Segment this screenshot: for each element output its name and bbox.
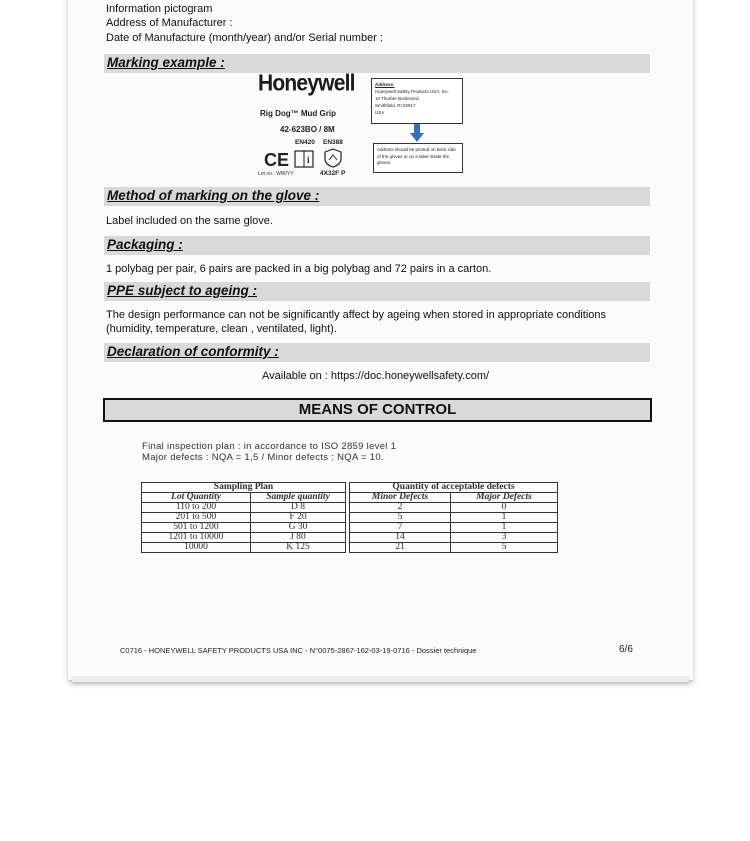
table-cell: 10000: [142, 543, 251, 553]
packaging-text: 1 polybag per pair, 6 pairs are packed in a big polybag and 72 pairs in a carton.: [106, 263, 492, 275]
table-row: [142, 503, 558, 513]
ageing-text-line-1: The design performance can not be significantly affect by ageing when stored in appropriate conditions: [106, 309, 606, 321]
marking-label: [240, 72, 380, 182]
table-cell: 1201 to 10000: [142, 533, 251, 543]
table-cell: 501 to 1200: [142, 523, 251, 533]
ageing-text-line-2: (humidity, temperature, clean , ventilated, light).: [106, 323, 337, 335]
acceptable-defects-header: Quantity of acceptable defects: [350, 483, 558, 493]
declaration-text: Available on : https://doc.honeywellsafety.com/: [262, 370, 490, 382]
label-reference: 42-623BO / 8M: [280, 125, 335, 134]
column-header: Sample quantity: [251, 493, 346, 503]
method-of-marking-band: [104, 187, 650, 206]
defects-line: Major defects : NQA = 1,5 / Minor defects : NQA = 10.: [142, 452, 384, 463]
ageing-heading: PPE subject to ageing :: [107, 283, 258, 298]
label-standard-en420: EN420: [295, 139, 315, 146]
table-cell: 1: [451, 523, 558, 533]
page-footer: C0716 - HONEYWELL SAFETY PRODUCTS USA INC - N°0075-2867-162-03-19-0716 - Dossier technique: [120, 646, 477, 655]
table-cell: 2: [350, 503, 451, 513]
table-cell: D 8: [251, 503, 346, 513]
table-cell: 14: [350, 533, 451, 543]
address-note-box: [373, 143, 463, 173]
declaration-heading: Declaration of conformity :: [107, 344, 279, 359]
method-of-marking-heading: Method of marking on the glove :: [107, 188, 320, 203]
column-header: Major Defects: [451, 493, 558, 503]
ageing-band: [104, 282, 650, 301]
address-line: Smithfield, RI 02917: [375, 103, 416, 108]
honeywell-logo: Honeywell: [258, 71, 355, 96]
label-standard-en388: EN388: [323, 139, 343, 146]
table-row: [142, 523, 558, 533]
table-row: [142, 533, 558, 543]
declaration-band: [104, 343, 650, 362]
table-cell: 201 to 500: [142, 513, 251, 523]
inspection-plan-line: Final inspection plan : in accordance to ISO 2859 level 1: [142, 441, 397, 452]
table-row: [142, 513, 558, 523]
manufacturer-address-line: Address of Manufacturer :: [106, 17, 233, 29]
label-lot: Lot no.: WW/YY: [258, 171, 294, 177]
table-row: [142, 543, 558, 553]
packaging-band: [104, 236, 650, 255]
address-line: Honeywell Safety Products USA, Inc.: [375, 89, 450, 94]
table-cell: J 80: [251, 533, 346, 543]
ce-mark-icon: CE: [264, 150, 290, 170]
table-cell: 5: [451, 543, 558, 553]
label-product: Rig Dog™ Mud Grip: [260, 109, 336, 118]
table-cell: 0: [451, 503, 558, 513]
table-cell: 1: [451, 513, 558, 523]
table-cell: G 30: [251, 523, 346, 533]
instructions-book-icon: [294, 150, 314, 168]
table-cell: 7: [350, 523, 451, 533]
column-header: Lot Quantity: [142, 493, 251, 503]
sampling-table: [141, 482, 558, 553]
down-arrow-icon: [410, 124, 424, 142]
packaging-heading: Packaging :: [107, 237, 183, 252]
table-cell: K 125: [251, 543, 346, 553]
means-of-control-title: MEANS OF CONTROL: [103, 398, 652, 422]
page-number: 6/6: [619, 644, 633, 655]
table-cell: F 20: [251, 513, 346, 523]
manufacture-date-line: Date of Manufacture (month/year) and/or Serial number :: [106, 32, 383, 44]
marking-example-band: [104, 54, 650, 73]
address-line: USA: [375, 110, 385, 115]
mechanical-risk-shield-icon: [324, 148, 342, 168]
address-line: 10 Thurber Boulevard: [375, 96, 419, 101]
label-performance-code: 4X32F P: [320, 170, 346, 177]
svg-text:i: i: [307, 155, 310, 165]
marking-example-heading: Marking example :: [107, 55, 225, 70]
table-cell: 5: [350, 513, 451, 523]
sampling-plan-header: Sampling Plan: [142, 483, 346, 493]
table-group-header-row: [142, 483, 558, 493]
column-header: Minor Defects: [350, 493, 451, 503]
method-of-marking-text: Label included on the same glove.: [106, 215, 273, 227]
table-header-row: [142, 493, 558, 503]
table-cell: 110 to 200: [142, 503, 251, 513]
address-title: Address:: [375, 82, 395, 87]
address-box: [371, 78, 463, 124]
info-pictogram-line: Information pictogram: [106, 3, 213, 15]
page-stack-edge: [72, 676, 689, 682]
table-cell: 3: [451, 533, 558, 543]
table-cell: 21: [350, 543, 451, 553]
address-note: Address should be printed on back side of the gloves or on a label inside the gloves.: [377, 147, 456, 165]
